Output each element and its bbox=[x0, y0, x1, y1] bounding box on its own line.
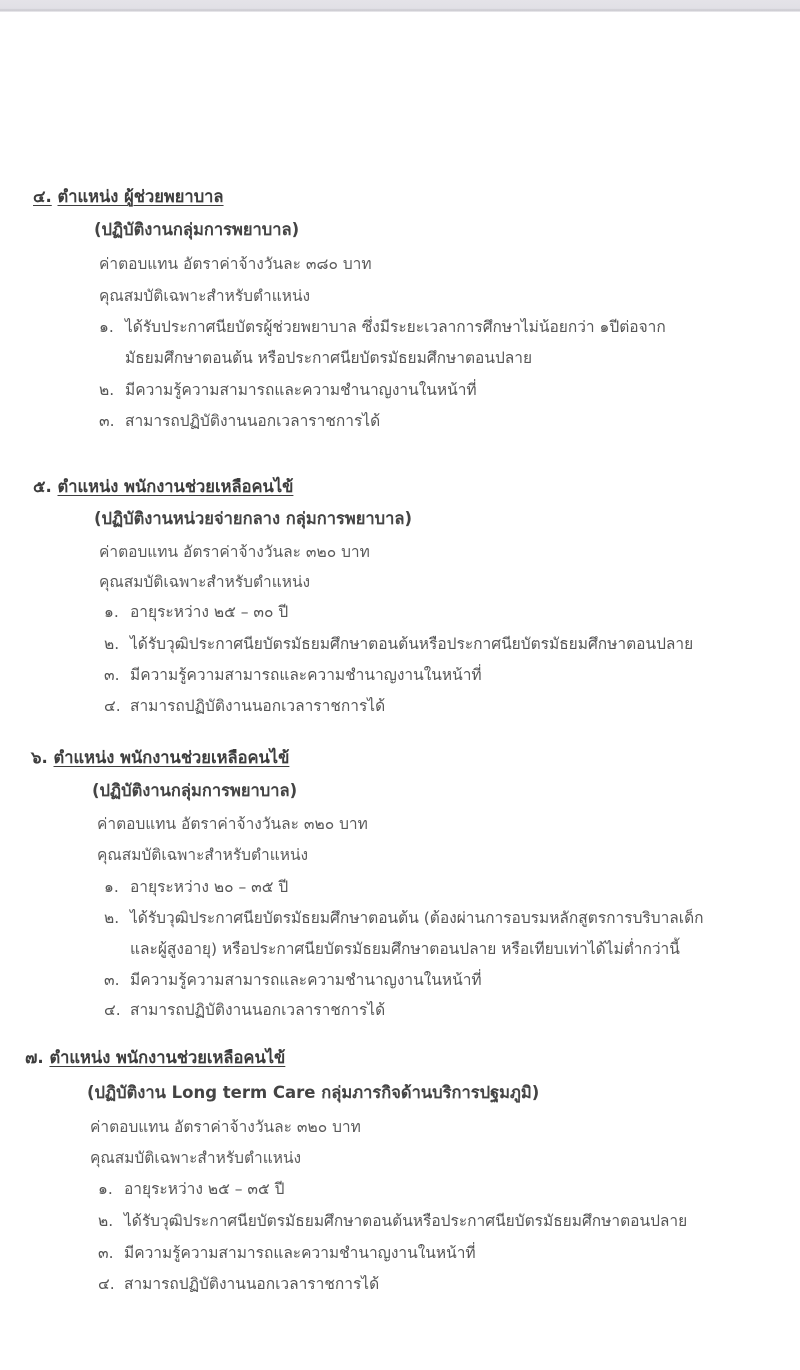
section-heading bbox=[33, 476, 293, 498]
section-wage: ค่าตอบแทน อัตราค่าจ้างวันละ ๓๒๐ บาท bbox=[90, 1118, 361, 1136]
item-text: สามารถปฏิบัติงานนอกเวลาราชการได้ bbox=[124, 1275, 380, 1293]
item-text: อายุระหว่าง ๒๕ – ๓๕ ปี bbox=[124, 1180, 285, 1198]
item-text: สามารถปฏิบัติงานนอกเวลาราชการได้ bbox=[125, 412, 381, 430]
item-number: ๒. bbox=[99, 381, 115, 399]
item-number: ๑. bbox=[98, 1180, 113, 1198]
section-heading bbox=[25, 1047, 285, 1069]
item-number: ๑. bbox=[99, 318, 114, 336]
qualification-item bbox=[98, 1210, 687, 1232]
item-text: มีความรู้ความสามารถและความชำนาญงานในหน้าที่ bbox=[124, 1244, 476, 1262]
item-text: สามารถปฏิบัติงานนอกเวลาราชการได้ bbox=[130, 1001, 386, 1019]
qualification-item bbox=[99, 379, 477, 401]
section-number: ๗. bbox=[25, 1048, 44, 1067]
qualification-item bbox=[98, 1178, 285, 1200]
item-text: มีความรู้ความสามารถและความชำนาญงานในหน้าที่ bbox=[125, 381, 477, 399]
item-text: มีความรู้ความสามารถและความชำนาญงานในหน้าที่ bbox=[130, 971, 482, 989]
qualification-item bbox=[99, 410, 380, 432]
qualification-item bbox=[104, 695, 385, 717]
qualification-item bbox=[104, 664, 482, 686]
item-text: สามารถปฏิบัติงานนอกเวลาราชการได้ bbox=[130, 697, 386, 715]
qualification-label: คุณสมบัติเฉพาะสำหรับตำแหน่ง bbox=[97, 846, 309, 864]
section-number: ๖. bbox=[31, 748, 48, 767]
item-text: ได้รับวุฒิประกาศนียบัตรมัธยมศึกษาตอนต้น (ต้องผ่านการอบรมหลักสูตรการบริบาลเด็ก bbox=[130, 909, 704, 927]
section-wage: ค่าตอบแทน อัตราค่าจ้างวันละ ๓๘๐ บาท bbox=[99, 255, 372, 273]
item-number: ๔. bbox=[98, 1275, 115, 1293]
qualification-item bbox=[99, 316, 666, 338]
section-title: ตำแหน่ง พนักงานช่วยเหลือคนไข้ bbox=[57, 477, 294, 496]
qualification-item bbox=[104, 969, 482, 991]
qualification-item bbox=[98, 1242, 476, 1264]
item-text: มีความรู้ความสามารถและความชำนาญงานในหน้าที่ bbox=[130, 666, 482, 684]
qualification-item bbox=[104, 633, 693, 655]
section-number: ๔. bbox=[33, 187, 52, 206]
item-number: ๓. bbox=[104, 666, 120, 684]
item-text: ได้รับประกาศนียบัตรผู้ช่วยพยาบาล ซึ่งมีระยะเวลาการศึกษาไม่น้อยกว่า ๑ปีต่อจาก bbox=[125, 318, 666, 336]
item-number: ๓. bbox=[99, 412, 115, 430]
qualification-item bbox=[104, 999, 385, 1021]
qualification-item bbox=[104, 876, 288, 898]
item-text: ได้รับวุฒิประกาศนียบัตรมัธยมศึกษาตอนต้นหรือประกาศนียบัตรมัธยมศึกษาตอนปลาย bbox=[130, 635, 694, 653]
section-wage: ค่าตอบแทน อัตราค่าจ้างวันละ ๓๒๐ บาท bbox=[97, 815, 368, 833]
section-heading bbox=[31, 747, 289, 769]
item-number: ๑. bbox=[104, 878, 119, 896]
qualification-label: คุณสมบัติเฉพาะสำหรับตำแหน่ง bbox=[90, 1149, 302, 1167]
item-number: ๑. bbox=[104, 603, 119, 621]
section-title: ตำแหน่ง พนักงานช่วยเหลือคนไข้ bbox=[49, 1048, 286, 1067]
item-text: อายุระหว่าง ๒๕ – ๓๐ ปี bbox=[130, 603, 289, 621]
item-number: ๔. bbox=[104, 1001, 121, 1019]
section-unit: (ปฏิบัติงาน Long term Care กลุ่มภารกิจด้านบริการปฐมภูมิ) bbox=[87, 1083, 540, 1102]
section-unit: (ปฏิบัติงานหน่วยจ่ายกลาง กลุ่มการพยาบาล) bbox=[94, 509, 413, 528]
qualification-item-continued: มัธยมศึกษาตอนต้น หรือประกาศนียบัตรมัธยมศึกษาตอนปลาย bbox=[125, 349, 533, 367]
section-title: ตำแหน่ง ผู้ช่วยพยาบาล bbox=[57, 187, 224, 206]
item-text: อายุระหว่าง ๒๐ – ๓๕ ปี bbox=[130, 878, 289, 896]
section-number: ๕. bbox=[33, 477, 52, 496]
qualification-item bbox=[98, 1273, 379, 1295]
item-number: ๓. bbox=[104, 971, 120, 989]
qualification-item bbox=[104, 907, 704, 929]
qualification-label: คุณสมบัติเฉพาะสำหรับตำแหน่ง bbox=[99, 287, 311, 305]
section-unit: (ปฏิบัติงานกลุ่มการพยาบาล) bbox=[92, 781, 298, 800]
item-number: ๒. bbox=[104, 909, 120, 927]
item-number: ๒. bbox=[98, 1212, 114, 1230]
qualification-item bbox=[104, 601, 288, 623]
item-number: ๔. bbox=[104, 697, 121, 715]
item-text: ได้รับวุฒิประกาศนียบัตรมัธยมศึกษาตอนต้นหรือประกาศนียบัตรมัธยมศึกษาตอนปลาย bbox=[124, 1212, 688, 1230]
qualification-item-continued: และผู้สูงอายุ) หรือประกาศนียบัตรมัธยมศึกษาตอนปลาย หรือเทียบเท่าได้ไม่ต่ำกว่านี้ bbox=[130, 940, 680, 958]
item-number: ๓. bbox=[98, 1244, 114, 1262]
section-unit: (ปฏิบัติงานกลุ่มการพยาบาล) bbox=[94, 220, 300, 239]
item-number: ๒. bbox=[104, 635, 120, 653]
section-heading bbox=[33, 186, 224, 208]
section-title: ตำแหน่ง พนักงานช่วยเหลือคนไข้ bbox=[53, 748, 290, 767]
qualification-label: คุณสมบัติเฉพาะสำหรับตำแหน่ง bbox=[99, 573, 311, 591]
section-wage: ค่าตอบแทน อัตราค่าจ้างวันละ ๓๒๐ บาท bbox=[99, 543, 370, 561]
